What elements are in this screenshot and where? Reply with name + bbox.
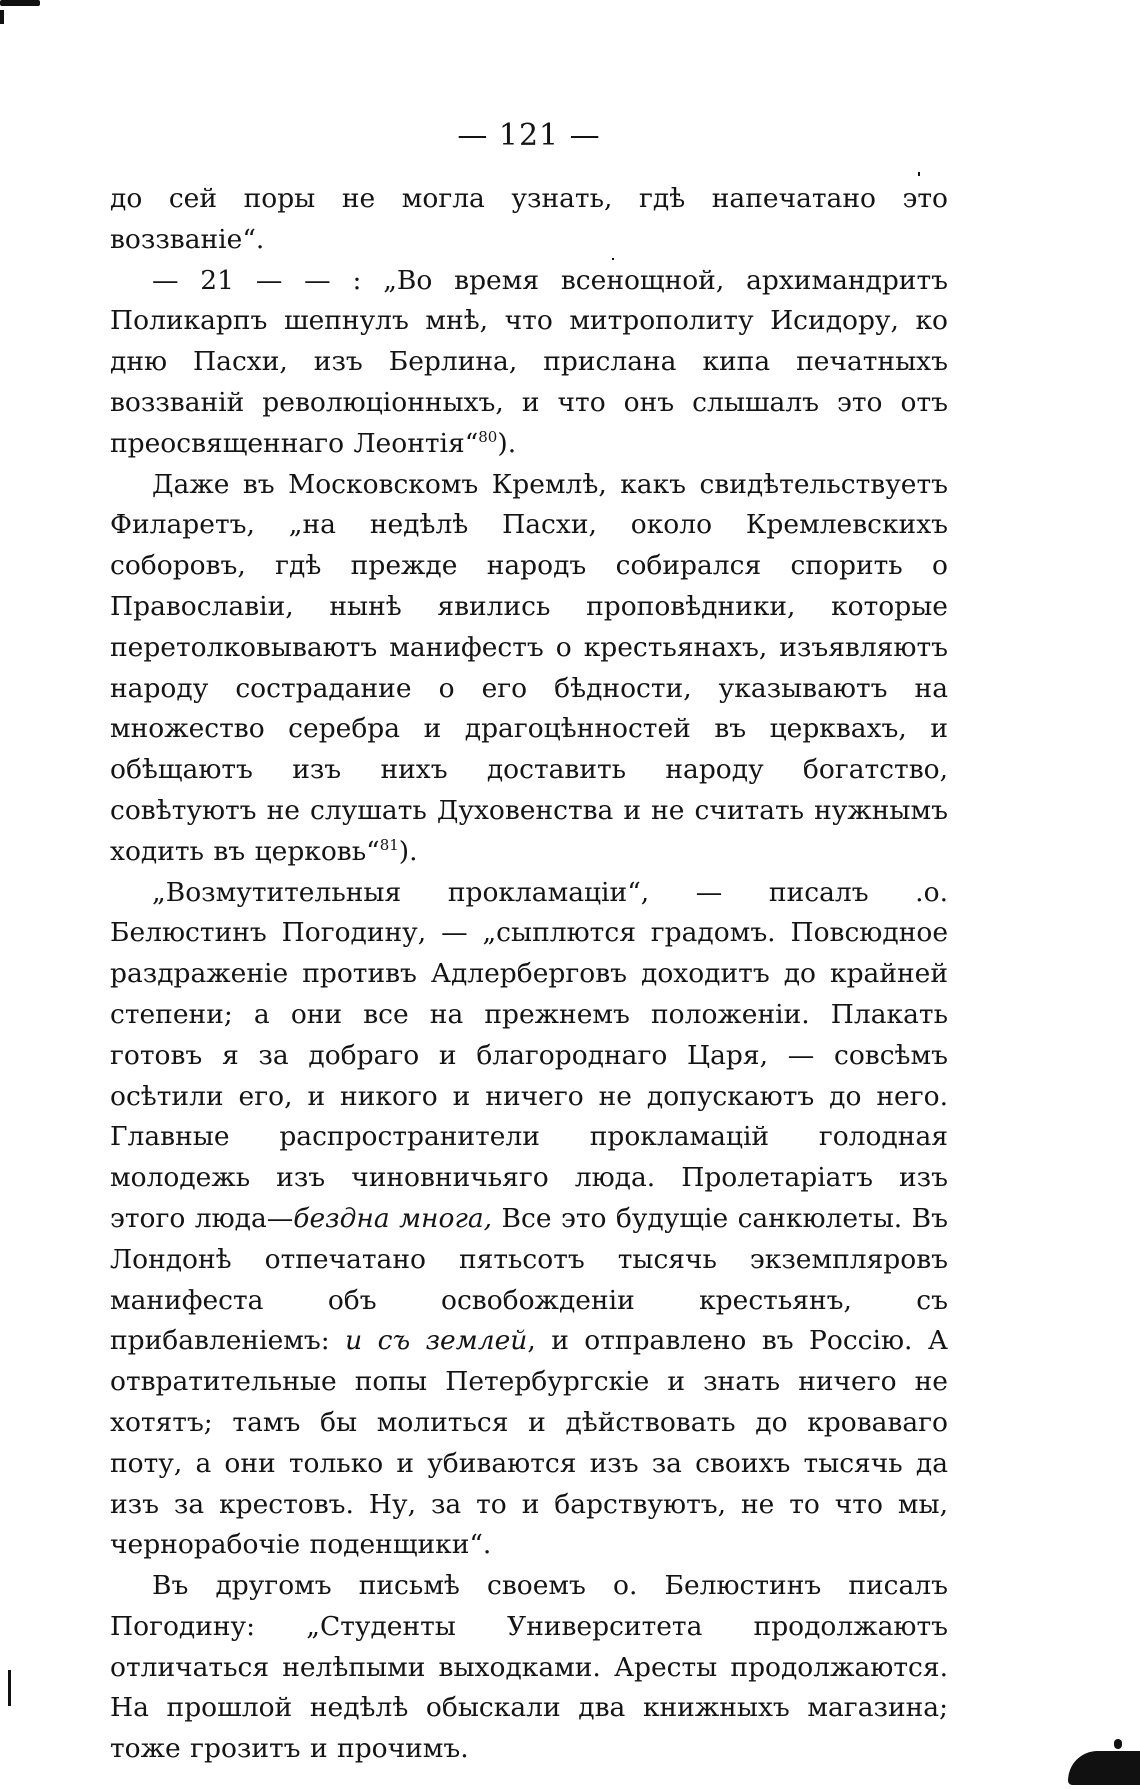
- paragraph-4-text-b: Все это будущіе санкюлеты. Въ Лондонѣ отпечатано пятьсотъ тысячь экземпляровъ манифеста объ освобожденіи крестьянъ, съ прибавленіемъ:: [110, 1202, 948, 1357]
- paragraph-3: [110, 465, 948, 873]
- paragraph-5: [110, 1566, 948, 1770]
- paragraph-4: [110, 873, 948, 1567]
- book-page: [110, 118, 948, 1770]
- paragraph-3-end: ).: [398, 835, 418, 867]
- paragraph-3-text: Даже въ Московскомъ Кремлѣ, какъ свидѣтельствуетъ Филаретъ, „на недѣлѣ Пасхи, около Кремлевскихъ соборовъ, гдѣ прежде народъ собирался спорить о Православіи, нынѣ явились проповѣдники, которые перетолковываютъ манифестъ о крестьянахъ, изъявляютъ народу сострадание о его бѣдности, указываютъ на множество серебра и драгоцѣнностей въ церквахъ, и обѣщаютъ изъ нихъ доставить народу богатство, совѣтуютъ не слушать Духовенства и не считать нужнымъ ходить въ церковь“: [110, 468, 948, 867]
- scan-ink-mark: [0, 0, 40, 6]
- scan-ink-mark: [8, 1670, 11, 1706]
- paragraph-2: [110, 261, 948, 465]
- paragraph-1: [110, 179, 948, 261]
- paragraph-4-text-c: , и отправлено въ Россію. А отвратительные попы Петербургскіе и знать ничего не хотятъ; тамъ бы молиться и дѣйствовать до кроваваго поту, а они только и убиваются изъ за своихъ тысячь да изъ за крестовъ. Ну, за то и барствуютъ, не то что мы, чернорабочіе поденщики“.: [110, 1325, 948, 1561]
- page-number: — 121 —: [457, 118, 601, 153]
- footnote-ref-80: 80: [478, 427, 498, 446]
- page-text: [110, 179, 948, 1770]
- footnote-ref-81: 81: [379, 835, 399, 854]
- paragraph-4-text-a: „Возмутительныя прокламаціи“, — писалъ .о. Белюстинъ Погодину, — „сыплются градомъ. Повсюдное раздраженіе противъ Адлерберговъ доходитъ до крайней степени; а они все на прежнемъ положеніи. Плакать готовъ я за добраго и благороднаго Царя, — совсѣмъ осѣтили его, и никого и ничего не допускаютъ до него. Главные распространители прокламацій голодная молодежь изъ чиновничьяго люда. Пролетаріатъ изъ этого люда—: [110, 876, 948, 1234]
- paragraph-5-text: Въ другомъ письмѣ своемъ о. Белюстинъ писалъ Погодину: „Студенты Университета продолжаютъ отличаться нелѣпыми выходками. Аресты продолжаются. На прошлой недѣлѣ обыскали два книжныхъ магазина; тоже грозитъ и прочимъ.: [110, 1570, 948, 1765]
- scan-ink-mark: [0, 10, 4, 24]
- paragraph-1-text: до сей поры не могла узнать, гдѣ напечатано это воззваніе“.: [110, 183, 948, 255]
- italic-phrase-bezdna: бездна многа,: [293, 1202, 493, 1234]
- scan-ink-blot: [1114, 1739, 1122, 1749]
- paragraph-2-end: ).: [497, 427, 517, 459]
- paragraph-2-text: — 21 — — : „Во время всенощной, архимандритъ Поликарпъ шепнулъ мнѣ, что митрополиту Исидору, ко дню Пасхи, изъ Берлина, прислана кипа печатныхъ воззваній революціонныхъ, и что онъ слышалъ это отъ преосвященнаго Леонтія“: [110, 264, 948, 459]
- italic-phrase-zemlya: и съ землей: [345, 1325, 528, 1357]
- scan-ink-blot: [1068, 1751, 1140, 1785]
